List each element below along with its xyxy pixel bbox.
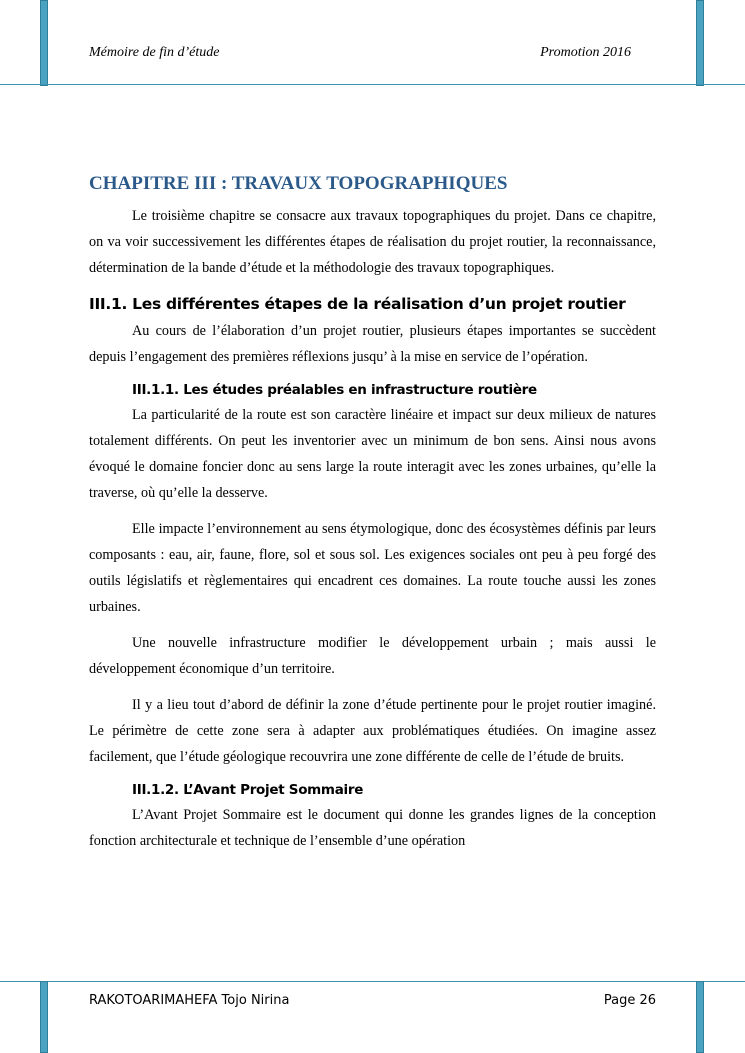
footer-bar-left bbox=[40, 981, 48, 1053]
footer-author: RAKOTOARIMAHEFA Tojo Nirina bbox=[89, 993, 290, 1008]
paragraph-4: Il y a lieu tout d’abord de définir la zone d’étude pertinente pour le projet routier imaginé. Le périmètre de cette zone sera à adapter aux problématiques étudiées. On imagine assez facilement, que l’étude géologique recouvrira une zone différente de celle de l’étude de bruits. bbox=[89, 697, 656, 765]
chapter-title: CHAPITRE III : TRAVAUX TOPOGRAPHIQUES bbox=[89, 173, 508, 194]
paragraph-5: L’Avant Projet Sommaire est le document qui donne les grandes lignes de la conception fonction architecturale et technique de l’ensemble d’une opération bbox=[89, 807, 656, 849]
header-title: Mémoire de fin d’étude bbox=[89, 45, 220, 60]
page-body bbox=[89, 171, 656, 854]
section-heading: III.1. Les différentes étapes de la réalisation d’un projet routier bbox=[89, 295, 626, 313]
header-bar-left bbox=[40, 0, 48, 86]
page-number: Page 26 bbox=[603, 993, 656, 1008]
paragraph-1: La particularité de la route est son caractère linéaire et impact sur deux milieux de natures totalement différents. On peut les inventorier avec un minimum de bon sens. Ainsi nous avons évoqué le domaine foncier donc au sens large la route interagit avec les zones urbaines, qu’elle la traverse, où qu’elle la desserve. bbox=[89, 407, 656, 501]
paragraph-2: Elle impacte l’environnement au sens étymologique, donc des écosystèmes définis par leurs composants : eau, air, faune, flore, sol et sous sol. Les exigences sociales ont peu à peu forgé des outils législatifs et règlementaires qui encadrent ces domaines. La route touche aussi les zones urbaines. bbox=[89, 521, 656, 615]
header-bar-right bbox=[696, 0, 704, 86]
paragraph-3: Une nouvelle infrastructure modifier le développement urbain ; mais aussi le développement économique d’un territoire. bbox=[89, 635, 656, 677]
subsection-heading-2: III.1.2. L’Avant Projet Sommaire bbox=[132, 782, 364, 798]
footer-bar-right bbox=[696, 981, 704, 1053]
header-rule bbox=[0, 84, 745, 85]
footer-rule bbox=[0, 981, 745, 982]
subsection-heading-1: III.1.1. Les études préalables en infrastructure routière bbox=[132, 382, 537, 398]
intro-paragraph: Le troisième chapitre se consacre aux travaux topographiques du projet. Dans ce chapitre, on va voir successivement les différentes étapes de réalisation du projet routier, la reconnaissance, détermination de la bande d’étude et la méthodologie des travaux topographiques. bbox=[89, 208, 656, 276]
header-promotion: Promotion 2016 bbox=[540, 45, 631, 60]
section-paragraph: Au cours de l’élaboration d’un projet routier, plusieurs étapes importantes se succèdent depuis l’engagement des premières réflexions jusqu’ à la mise en service de l’opération. bbox=[89, 323, 656, 365]
